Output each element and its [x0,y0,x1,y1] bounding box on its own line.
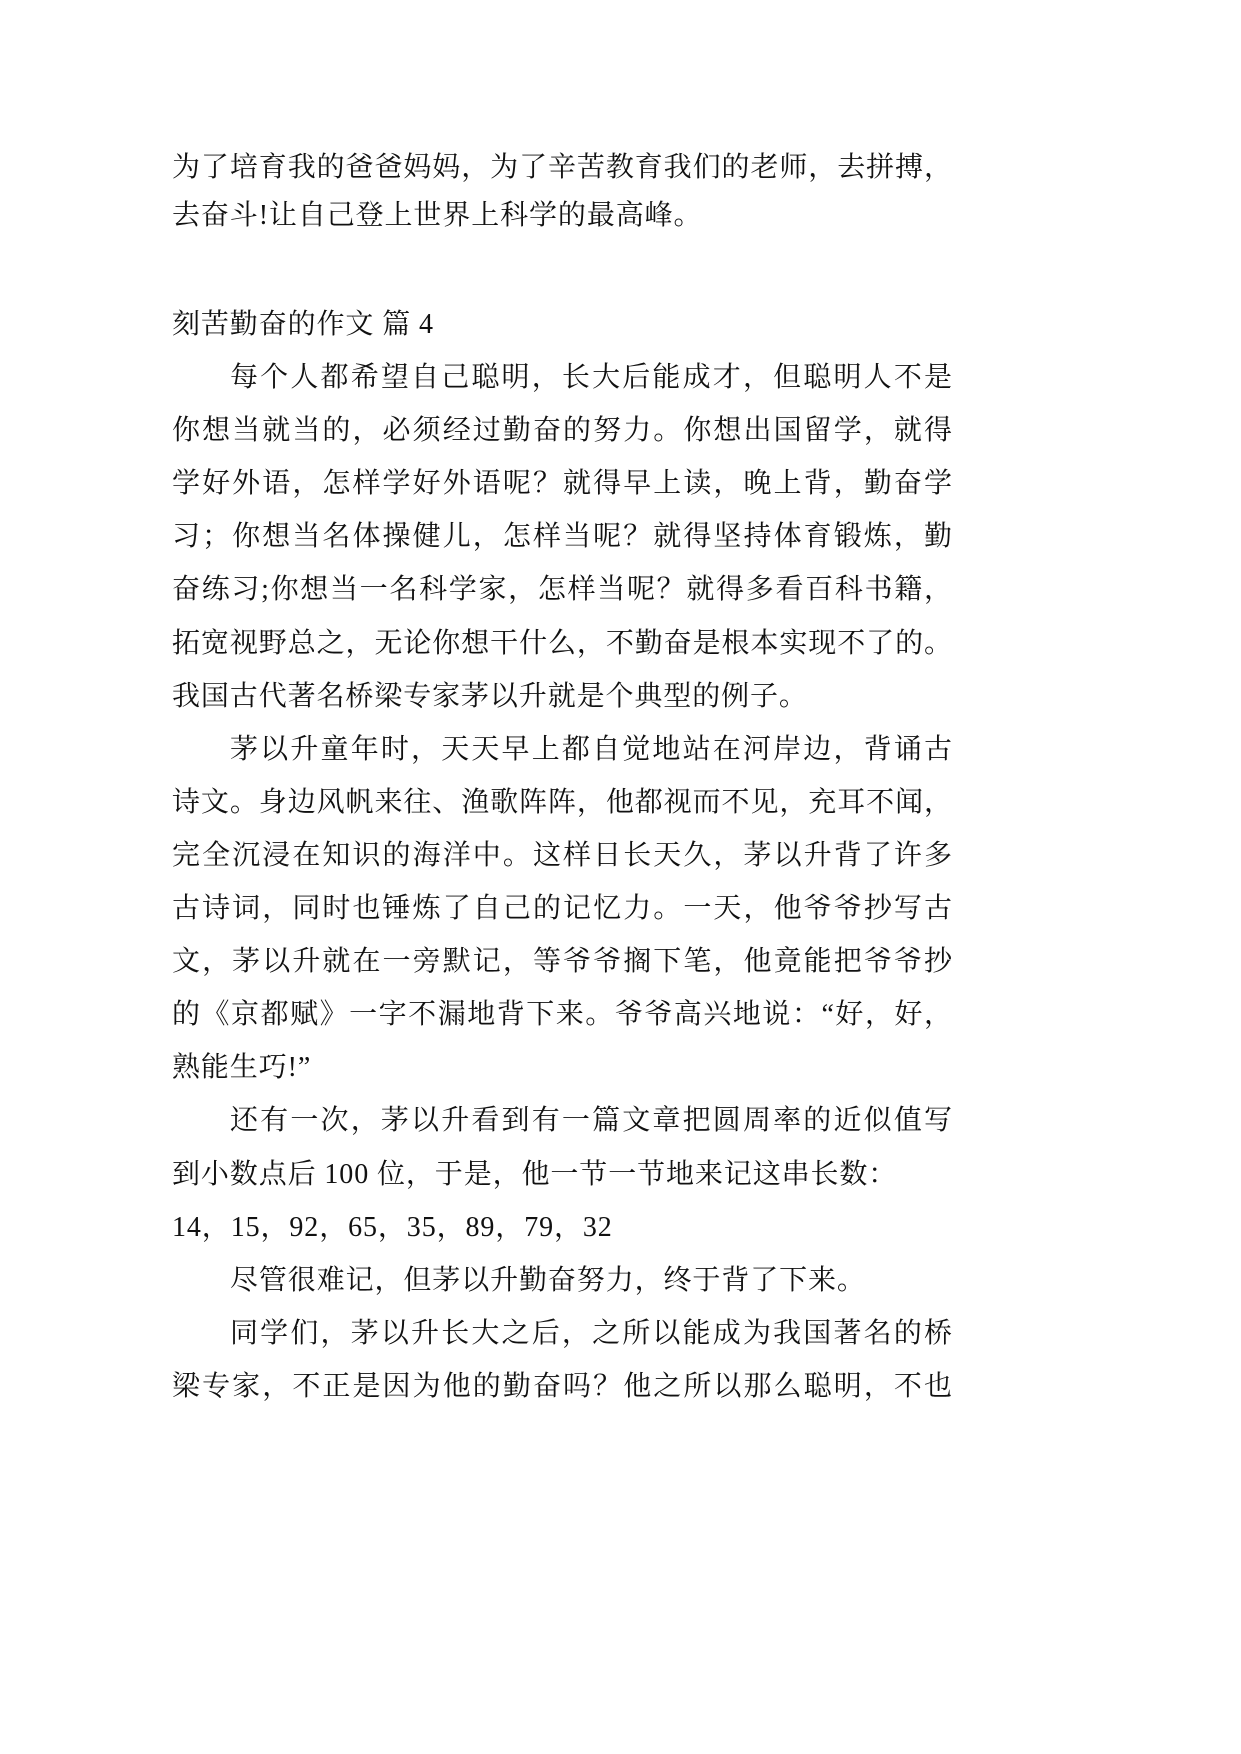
paragraph [172,723,952,1095]
paragraph [172,1307,952,1413]
paragraph [172,1254,952,1307]
text-line: 茅以升童年时，天天早上都自觉地站在河岸边，背诵古 [230,733,952,765]
text-line: 尽管很难记，但茅以升勤奋努力，终于背了下来。 [230,1264,866,1296]
text-line: 的《京都赋》一字不漏地背下来。爷爷高兴地说：“好，好， [172,999,952,1031]
text-line: 古诗词，同时也锤炼了自己的记忆力。一天，他爷爷抄写古 [172,893,952,925]
text-line: 为了培育我的爸爸妈妈，为了辛苦教育我们的老师，去拼搏， [172,152,952,183]
text-line: 去奋斗!让自己登上世界上科学的最高峰。 [172,200,703,231]
text-line: 完全沉浸在知识的海洋中。这样日长天久，茅以升背了许多 [172,839,952,871]
text-line: 还有一次，茅以升看到有一篇文章把圆周率的近似值写 [230,1105,952,1137]
paragraph [172,351,952,723]
text-line: 到小数点后 100 位，于是，他一节一节地来记这串长数： [172,1158,898,1190]
text-line: 拓宽视野总之，无论你想干什么，不勤奋是根本实现不了的。 [172,627,952,659]
text-line: 熟能生巧!” [172,1052,312,1084]
text-line: 同学们，茅以升长大之后，之所以能成为我国著名的桥 [230,1317,952,1349]
text-line: 梁专家，不正是因为他的勤奋吗？他之所以那么聪明，不也 [172,1370,952,1402]
text-line: 每个人都希望自己聪明，长大后能成才，但聪明人不是 [230,362,952,394]
paragraph [172,1094,952,1253]
text-line: 奋练习;你想当一名科学家，怎样当呢？就得多看百科书籍， [172,574,952,606]
essay-heading: 刻苦勤奋的作文 篇 4 [172,309,434,340]
essay [172,298,952,1413]
text-line: 学好外语，怎样学好外语呢？就得早上读，晚上背，勤奋学 [172,468,952,500]
intro-text [172,144,952,240]
text-line: 你想当就当的，必须经过勤奋的努力。你想出国留学，就得 [172,415,952,447]
text-line: 文，茅以升就在一旁默记，等爷爷搁下笔，他竟能把爷爷抄 [172,946,952,978]
text-line: 习；你想当名体操健儿，怎样当呢？就得坚持体育锻炼，勤 [172,521,952,553]
text-line: 诗文。身边风帆来往、渔歌阵阵，他都视而不见，充耳不闻， [172,786,952,818]
text-line: 14，15，92，65，35，89，79，32 [172,1211,613,1243]
text-line: 我国古代著名桥梁专家茅以升就是个典型的例子。 [172,680,808,712]
